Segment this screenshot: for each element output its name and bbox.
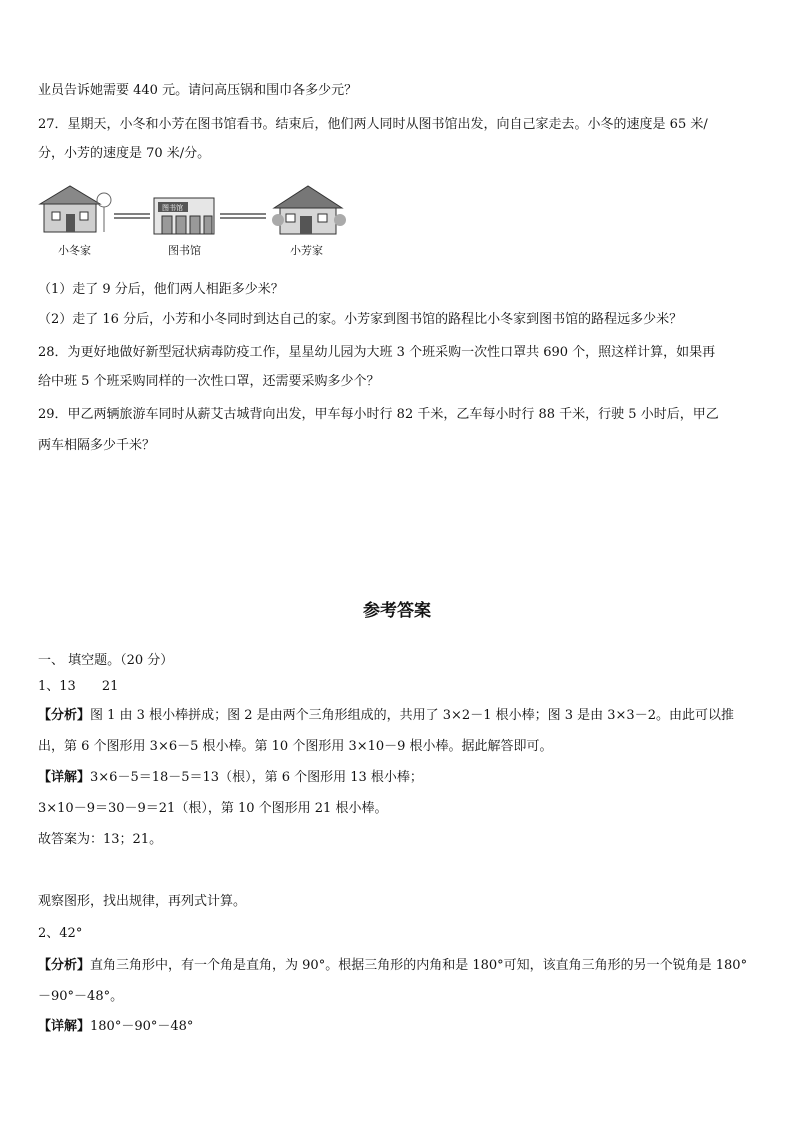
problem-27-line-2: 分，小芳的速度是 70 米/分。 [38, 146, 211, 161]
answer-1: 1、13 21 [38, 679, 119, 694]
problem-27-question-1: （1）走了 9 分后，他们两人相距多少米？ [38, 282, 284, 297]
problem-29-line-2: 两车相隔多少千米？ [38, 438, 156, 453]
route-figure [38, 180, 358, 260]
analysis-tag: 【分析】 [38, 708, 91, 723]
library-sign: 图书馆 [162, 204, 183, 212]
problem-29-line-1: 29．甲乙两辆旅游车同时从薪艾古城背向出发，甲车每小时行 82 千米，乙车每小时行 88 千米，行驶 5 小时后，甲乙 [38, 407, 719, 422]
problem-28-line-2: 给中班 5 个班采购同样的一次性口罩，还需要采购多少个？ [38, 374, 380, 389]
detail-1-line-1 [38, 769, 423, 787]
house-right-icon [272, 186, 346, 234]
analysis-2-line-2: －90°－48°。 [38, 989, 124, 1004]
detail-1-line-2: 3×10－9＝30－9＝21（根），第 10 个图形用 21 根小棒。 [38, 801, 388, 816]
problem-28-line-1: 28．为更好地做好新型冠状病毒防疫工作，星星幼儿园为大班 3 个班采购一次性口罩共 690 个，照这样计算，如果再 [38, 345, 716, 360]
problem-text-line: 业员告诉她需要 440 元。请问高压锅和围巾各多少元？ [38, 83, 358, 98]
label-xiaodong-home: 小冬家 [58, 244, 91, 257]
analysis-text: 直角三角形中，有一个角是直角，为 90°。根据三角形的内角和是 180°可知，该直角三角形的另一个锐角是 180° [90, 958, 748, 973]
analysis-2-line-1 [38, 957, 747, 975]
detail-text: 180°－90°－48° [90, 1019, 194, 1034]
answer-2: 2、42° [38, 926, 83, 941]
detail-tag: 【详解】 [38, 1019, 91, 1034]
answers-title: 参考答案 [363, 601, 431, 621]
house-left-icon [40, 186, 111, 232]
route-illustration [38, 180, 358, 240]
analysis-tag: 【分析】 [38, 958, 91, 973]
label-xiaofang-home: 小芳家 [290, 244, 323, 257]
problem-27-question-2: （2）走了 16 分后，小芳和小冬同时到达自己的家。小芳家到图书馆的路程比小冬家到图书馆的路程远多少米？ [38, 312, 683, 327]
answer-tip: 观察图形，找出规律，再列式计算。 [38, 894, 247, 909]
detail-2 [38, 1018, 193, 1036]
answer-conclusion: 故答案为：13；21。 [38, 832, 163, 847]
analysis-text: 图 1 由 3 根小棒拼成；图 2 是由两个三角形组成的，共用了 3×2－1 根小棒；图 3 是由 3×3－2。由此可以推 [90, 708, 734, 723]
detail-tag: 【详解】 [38, 770, 91, 785]
analysis-1-line-1 [38, 707, 734, 725]
detail-text: 3×6－5＝18－5＝13（根），第 6 个图形用 13 根小棒； [90, 770, 423, 785]
analysis-1-line-2: 出，第 6 个图形用 3×6－5 根小棒。第 10 个图形用 3×10－9 根小棒。据此解答即可。 [38, 739, 553, 754]
problem-27-line-1: 27．星期天，小冬和小芳在图书馆看书。结束后，他们两人同时从图书馆出发，向自己家走去。小冬的速度是 65 米/ [38, 117, 708, 132]
label-library: 图书馆 [168, 244, 201, 257]
section-heading: 一、 填空题。（20 分） [38, 653, 174, 668]
